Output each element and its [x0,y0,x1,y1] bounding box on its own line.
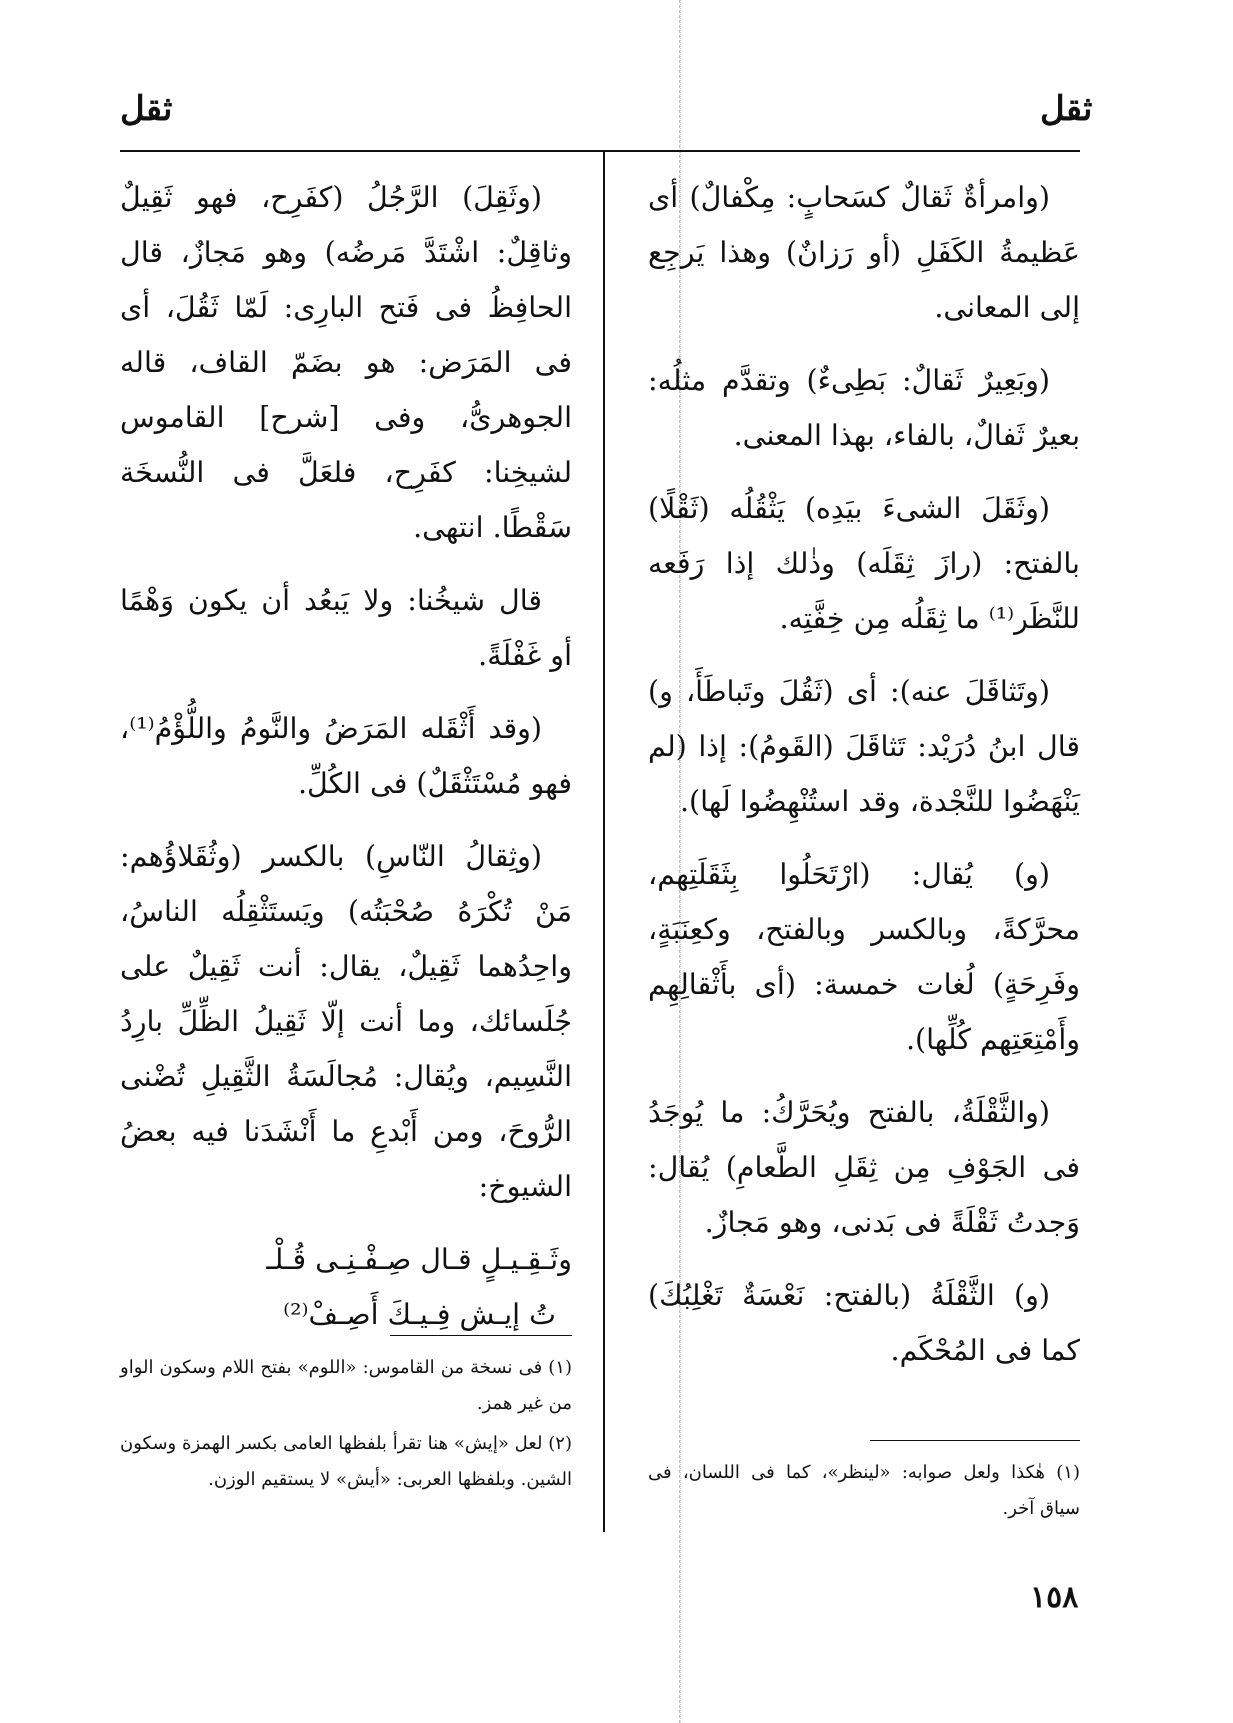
entry-paragraph: (وثَقَلَ الشىءَ بيَدِه) يَثْقُلُه (ثَقْلًا) بالفتح: (رازَ ثِقَلَه) وذٰلك إذا رَفَعه للنَّظَر⁽¹⁾ ما ثِقَلُه مِن خِفَّتِه. [648,492,1080,635]
entry-paragraph: (و) الثَّقْلَةُ (بالفتح: نَعْسَةٌ تَغْلِبُكَ) كما فى المُحْكَم. [648,1279,1080,1367]
entry-paragraph: قال شيخُنا: ولا يَبعُد أن يكون وَهْمًا أو غَفْلَةً. [120,584,572,672]
footnote-rule-left [390,1335,572,1336]
footnote: (١) فى نسخة من القاموس: «اللوم» بفتح اللام وسكون الواو من غير همز. [120,1357,572,1414]
header-rule [120,150,1080,152]
header-word-left: ثقل [120,89,173,129]
footnotes-left [120,1350,572,1502]
entry-paragraph: (وتَثاقَلَ عنه): أى (ثَقُلَ وتَباطَأَ، و) قال ابنُ دُرَيْد: تَثاقَلَ (القَومُ): إذا (لم يَنْهَضُوا للنَّجْدة، وقد استُنْهِضُوا لَها). [648,675,1080,818]
header-word-right: ثقل [1040,89,1093,129]
entry-paragraph: (وقد أَثْقَله المَرَضُ والنَّومُ واللُّؤْمُ⁽¹⁾، فهو مُسْتَثْقَلٌ) فى الكُلِّ. [120,712,572,800]
entry-paragraph: (والثَّقْلَةُ، بالفتح ويُحَرَّكُ: ما يُوجَدُ فى الجَوْفِ مِن ثِقَلِ الطَّعامِ) يُقال: وَجدتُ ثَقْلَةً فى بَدنى، وهو مَجازٌ. [648,1096,1080,1239]
footnotes-right [648,1455,1080,1531]
entry-paragraph: (و) يُقال: (ارْتَحَلُوا بِثَقَلَتِهم، محرَّكةً، وبالكسر وبالفتح، وكعِنَبَةٍ، وفَرِحَةٍ) لُغات خمسة: (أى بأَثْقالِهِم وأَمْتِعَتِهم كُلِّها). [648,858,1080,1056]
entry-paragraph: (وامرأةٌ ثَقالٌ كسَحابٍ: مِكْفالٌ) أى عَظيمةُ الكَفَلِ (أو رَزانٌ) وهذا يَرجِع إلى المعانى. [648,181,1080,324]
poem-line: وثَـقِـيـلٍ قـال صِـفْـنِـى قُـلْـ [266,1243,572,1276]
poem-verse [120,1232,572,1342]
right-column [648,170,1080,1396]
entry-paragraph: (وبَعِيرٌ ثَقالٌ: بَطِىءٌ) وتقدَّم مثلُه: بعيرٌ ثَفالٌ، بالفاء، بهذا المعنى. [648,364,1080,452]
footnote: (٢) لعل «إيش» هنا تقرأ بلفظها العامى بكسر الهمزة وسكون الشين. وبلفظها العربى: «أيش» لا يستقيم الوزن. [120,1433,572,1490]
left-column [120,170,572,1342]
page-number: ١٥٨ [1030,1580,1079,1615]
entry-paragraph: (وثَقِلَ) الرَّجُلُ (كفَرِح، فهو ثَقِيلٌ وثاقِلٌ: اشْتَدَّ مَرضُه) وهو مَجازٌ، قال الحافِظُ فى فَتح البارِى: لَمّا ثَقُلَ، أى فى المَرَض: هو بضَمّ القاف، قاله الجوهرىُّ، وفى [شرح] القاموس لشيخِنا: كفَرِح، فلعَلَّ فى النُّسخَة سَقْطًا. انتهى. [120,181,572,544]
footnote: (١) هٰكذا ولعل صوابه: «لينظر»، كما فى اللسان، فى سياق آخر. [648,1462,1080,1519]
entry-paragraph: (وثِقالُ النّاسِ) بالكسر (وثُقَلاؤُهم: مَنْ تُكْرَهُ صُحْبَتُه) ويَستَثْقِلُه الناسُ، واحِدُهما ثَقِيلٌ، يقال: أنت ثَقِيلٌ على جُلَسائك، وما أنت إلّا ثَقِيلُ الظِّلِّ بارِدُ النَّسِيم، ويُقال: مُجالَسَةُ الثَّقِيلِ تُضْنى الرُّوحَ، ومن أَبْدعِ ما أَنْشَدَنا فيه بعضُ الشيوخ: [120,840,572,1203]
column-divider [603,152,605,1532]
poem-line: تُ إيـش فِـيـكَ أَصِـفْ⁽²⁾ [283,1298,556,1331]
footnote-rule-right [870,1440,1080,1441]
